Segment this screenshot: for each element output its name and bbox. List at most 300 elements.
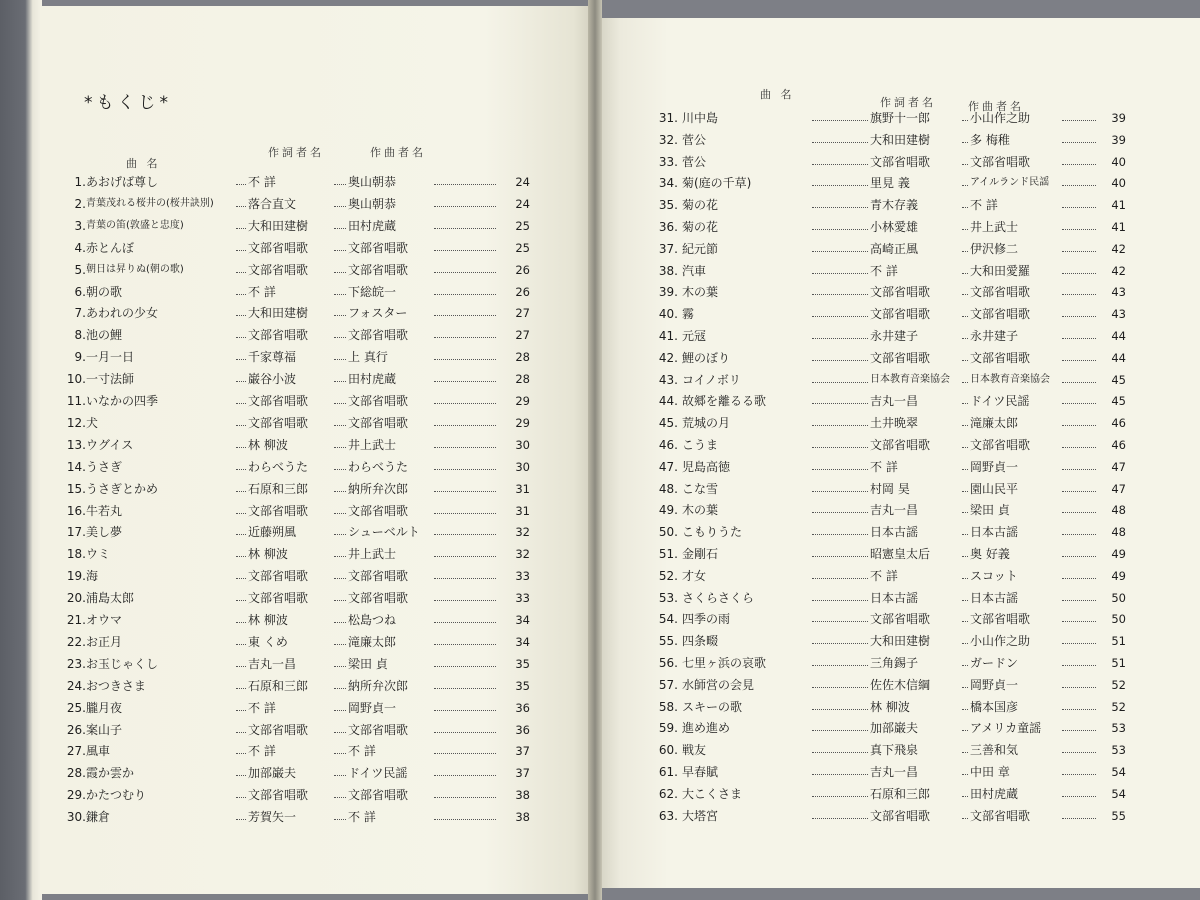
toc-entry-lyricist: 文部省唱歌 (870, 808, 931, 823)
dot-leader (812, 730, 868, 731)
toc-entry-composer: わらべうた (348, 459, 409, 474)
toc-entry-page: 41 (1111, 198, 1126, 213)
toc-entry-lyricist: 不 詳 (870, 459, 898, 474)
toc-entry-lyricist: 文部省唱歌 (870, 350, 931, 365)
toc-entry-lyricist: 落合直文 (248, 196, 297, 211)
toc-entry-number: 42. (658, 350, 678, 365)
dot-leader (334, 819, 346, 820)
toc-entry-lyricist: 永井建子 (870, 329, 919, 343)
toc-entry-number: 26. (66, 722, 86, 737)
toc-entry-title: 風車 (86, 744, 111, 759)
toc-entry-page: 53 (1111, 721, 1126, 736)
dot-leader (962, 621, 968, 622)
dot-leader (1062, 164, 1096, 165)
toc-entry-composer: アメリカ童謡 (970, 721, 1042, 736)
dot-leader (812, 207, 868, 208)
toc-entry-composer: 井上武士 (348, 547, 397, 562)
toc-entry-title: あおげば尊し (86, 175, 159, 189)
toc-entry-page: 49 (1111, 547, 1126, 561)
toc-entry-composer: スコット (970, 568, 1018, 583)
dot-leader (236, 447, 246, 448)
toc-entry-number: 2. (74, 196, 86, 211)
toc-entry (58, 303, 540, 323)
dot-leader (236, 381, 246, 382)
dot-leader (1062, 273, 1096, 274)
toc-entry-number: 63. (658, 808, 678, 823)
dot-leader (812, 512, 868, 513)
dot-leader (236, 469, 246, 470)
toc-entry-composer: ドイツ民謡 (348, 766, 408, 781)
dot-leader (434, 688, 496, 689)
dot-leader (1062, 294, 1096, 295)
toc-entry-composer: ドイツ民謡 (970, 394, 1030, 409)
dot-leader (812, 752, 868, 753)
toc-entry (650, 588, 1134, 608)
toc-entry-composer: 井上武士 (348, 437, 397, 452)
toc-entry-title: 霞か雲か (86, 766, 135, 781)
toc-entry-title: お玉じゃくし (86, 656, 159, 671)
toc-entry (58, 457, 540, 477)
dot-leader (334, 622, 346, 623)
dot-leader (334, 556, 346, 557)
dot-leader (236, 753, 246, 754)
toc-entry-title: 四条畷 (682, 634, 719, 649)
toc-entry (650, 173, 1134, 193)
toc-entry-number: 17. (66, 525, 86, 540)
dot-leader (1062, 512, 1096, 513)
toc-entry-page: 50 (1111, 612, 1126, 627)
toc-entry-lyricist: 吉丸一昌 (870, 503, 919, 518)
toc-entry (58, 566, 540, 586)
toc-entry-number: 44. (658, 394, 678, 409)
toc-entry-number: 49. (658, 503, 678, 518)
toc-entry-composer: 文部省唱歌 (970, 612, 1031, 627)
toc-entry (58, 785, 540, 805)
toc-entry-lyricist: 真下飛泉 (870, 743, 919, 758)
dot-leader (1062, 360, 1096, 361)
dot-leader (962, 403, 968, 404)
toc-entry-lyricist: 不 詳 (870, 263, 898, 278)
toc-entry-number: 27. (66, 744, 86, 759)
toc-entry-lyricist: 不 詳 (248, 700, 276, 715)
dot-leader (812, 273, 868, 274)
toc-entry-title: 大こくさま (682, 786, 743, 801)
toc-entry-composer: 上 真行 (348, 350, 388, 365)
toc-entry-lyricist: 旗野十一郎 (870, 111, 931, 125)
toc-entry-title: さくらさくら (682, 590, 755, 605)
dot-leader (434, 425, 496, 426)
toc-entry-number: 60. (658, 743, 678, 758)
page-stack-edge (0, 0, 42, 900)
dot-leader (1062, 207, 1096, 208)
dot-leader (236, 425, 246, 426)
dot-leader (334, 184, 346, 185)
toc-entry-title: 一月一日 (86, 350, 135, 365)
toc-entry (650, 718, 1134, 738)
dot-leader (1062, 185, 1096, 186)
dot-leader (1062, 251, 1096, 252)
dot-leader (812, 251, 868, 252)
toc-entry-composer: 文部省唱歌 (348, 503, 409, 518)
toc-entry-lyricist: 文部省唱歌 (248, 503, 309, 518)
toc-entry-page: 52 (1111, 677, 1126, 692)
toc-entry-composer: 三善和気 (970, 743, 1019, 758)
toc-entry-composer: 文部省唱歌 (348, 328, 409, 343)
toc-entry-page: 40 (1111, 154, 1126, 169)
toc-entry-composer: 滝廉太郎 (970, 416, 1019, 431)
toc-entry (650, 479, 1134, 499)
toc-entry-composer: 文部省唱歌 (970, 285, 1031, 300)
toc-entry-composer: 奥山朝恭 (348, 196, 397, 211)
toc-entry-title: 青葉茂れる桜井の(桜井訣別) (86, 197, 214, 209)
toc-entry-page: 54 (1111, 765, 1126, 779)
dot-leader (812, 447, 868, 448)
dot-leader (236, 688, 246, 689)
dot-leader (236, 710, 246, 711)
dot-leader (962, 818, 968, 819)
dot-leader (434, 272, 496, 273)
toc-entry-page: 54 (1111, 786, 1126, 801)
toc-entry-title: 犬 (86, 415, 99, 430)
toc-entry (58, 479, 540, 499)
dot-leader (236, 272, 246, 273)
toc-entry-number: 8. (74, 328, 86, 343)
toc-entry-number: 45. (658, 416, 678, 431)
toc-entry-number: 58. (658, 699, 678, 714)
toc-entry (650, 391, 1134, 411)
toc-entry-title: かたつむり (86, 788, 147, 803)
dot-leader (962, 578, 968, 579)
toc-entry-page: 35 (515, 678, 530, 693)
toc-title: *もくじ* (84, 93, 172, 113)
toc-entry-composer: 日本古謡 (970, 525, 1019, 540)
dot-leader (962, 643, 968, 644)
toc-entry-number: 5. (74, 262, 86, 277)
toc-entry-lyricist: 日本教育音楽協会 (870, 373, 950, 385)
toc-entry-title: 朝日は昇りぬ(朝の歌) (86, 263, 184, 275)
toc-entry-number: 16. (66, 503, 86, 518)
dot-leader (962, 360, 968, 361)
dot-leader (962, 752, 968, 753)
toc-entry (58, 522, 540, 542)
dot-leader (236, 732, 246, 733)
dot-leader (334, 425, 346, 426)
dot-leader (236, 666, 246, 667)
toc-entry-number: 31. (658, 111, 678, 125)
toc-entry-title: 牛若丸 (86, 503, 123, 518)
toc-entry-number: 30. (66, 810, 86, 825)
toc-entry (650, 261, 1134, 281)
toc-entry-composer: 下総皖一 (348, 284, 397, 299)
toc-entry-page: 32 (515, 525, 530, 540)
toc-entry-lyricist: 加部巌夫 (248, 766, 297, 781)
toc-entry-lyricist: 文部省唱歌 (248, 240, 309, 255)
toc-entry-title: 大塔宮 (682, 808, 719, 823)
toc-entry-lyricist: 大和田建樹 (248, 306, 309, 321)
toc-entry-title: ウグイス (86, 437, 134, 452)
dot-leader (334, 775, 346, 776)
toc-entry-lyricist: 林 柳波 (248, 547, 288, 562)
toc-entry-page: 42 (1111, 241, 1126, 256)
toc-entry (58, 676, 540, 696)
toc-entry-lyricist: 不 詳 (248, 284, 276, 299)
toc-entry-lyricist: 吉丸一昌 (870, 394, 919, 409)
dot-leader (334, 381, 346, 382)
toc-entry-title: いなかの四季 (86, 394, 159, 408)
toc-entry-title: 菊(庭の千草) (682, 176, 752, 191)
dot-leader (334, 600, 346, 601)
toc-entry-number: 33. (658, 154, 678, 169)
toc-entry (650, 282, 1134, 302)
toc-entry-number: 56. (658, 656, 678, 670)
dot-leader (236, 534, 246, 535)
toc-entry-lyricist: 文部省唱歌 (870, 438, 931, 452)
toc-entry-lyricist: 文部省唱歌 (870, 612, 931, 627)
toc-entry-title: 故郷を離るる歌 (682, 394, 767, 409)
toc-entry-number: 57. (658, 677, 678, 692)
toc-entry (58, 172, 540, 192)
dot-leader (962, 665, 968, 666)
toc-entry-number: 48. (658, 481, 678, 496)
dot-leader (962, 251, 968, 252)
dot-leader (434, 381, 496, 382)
toc-entry-number: 41. (658, 329, 678, 343)
toc-entry-lyricist: 加部巌夫 (870, 721, 919, 736)
dot-leader (334, 250, 346, 251)
dot-leader (962, 338, 968, 339)
toc-entry-composer: 梁田 貞 (348, 656, 388, 671)
dot-leader (1062, 687, 1096, 688)
dot-leader (334, 359, 346, 360)
toc-entry-lyricist: 昭憲皇太后 (870, 547, 931, 561)
dot-leader (1062, 774, 1096, 775)
toc-entry-composer: 井上武士 (970, 220, 1019, 234)
dot-leader (236, 184, 246, 185)
toc-entry (58, 807, 540, 827)
toc-entry-lyricist: 大和田建樹 (870, 634, 931, 649)
toc-entry-page: 41 (1111, 220, 1126, 234)
header-composer-left: 作曲者名 (370, 146, 426, 159)
toc-entry-page: 29 (515, 394, 530, 408)
toc-entry-lyricist: 東 くめ (248, 634, 288, 649)
toc-entry-number: 36. (658, 220, 678, 234)
toc-entry-number: 38. (658, 263, 678, 278)
toc-entry-number: 13. (66, 437, 86, 452)
toc-entry-page: 25 (515, 218, 530, 233)
toc-entry-lyricist: 文部省唱歌 (248, 722, 309, 737)
dot-leader (1062, 730, 1096, 731)
toc-entry-number: 7. (74, 306, 86, 321)
dot-leader (812, 818, 868, 819)
toc-entry-page: 44 (1111, 350, 1126, 365)
toc-entry-number: 52. (658, 568, 678, 583)
dot-leader (962, 709, 968, 710)
dot-leader (334, 578, 346, 579)
toc-entry-composer: 文部省唱歌 (970, 350, 1031, 365)
toc-entry-page: 33 (515, 569, 530, 584)
dot-leader (434, 469, 496, 470)
toc-entry-page: 33 (515, 591, 530, 606)
toc-entry-number: 39. (658, 285, 678, 300)
toc-entry-title: こもりうた (682, 525, 743, 540)
toc-entry-number: 50. (658, 525, 678, 540)
toc-entry-composer: 多 梅稚 (970, 132, 1010, 147)
toc-entry-lyricist: 文部省唱歌 (248, 415, 309, 430)
toc-entry-composer: 梁田 貞 (970, 503, 1010, 518)
toc-entry (650, 195, 1134, 215)
toc-entry-page: 30 (515, 437, 530, 452)
toc-entry-composer: 文部省唱歌 (348, 722, 409, 737)
toc-entry (650, 675, 1134, 695)
dot-leader (334, 228, 346, 229)
toc-entry-title: お正月 (86, 634, 123, 649)
toc-entry-composer: フォスター (348, 306, 408, 321)
toc-entry-title: あわれの少女 (86, 306, 159, 321)
dot-leader (812, 643, 868, 644)
header-song-right: 曲 名 (760, 88, 795, 101)
dot-leader (434, 513, 496, 514)
toc-entry-title: 案山子 (86, 722, 123, 737)
toc-entry (650, 217, 1134, 237)
toc-entry-composer: ガードン (970, 656, 1019, 670)
toc-entry-title: うさぎ (86, 459, 123, 474)
book-gutter (588, 0, 602, 900)
toc-entry-page: 24 (515, 175, 530, 189)
toc-entry-composer: 文部省唱歌 (970, 307, 1031, 322)
toc-entry-title: 霧 (682, 307, 695, 322)
toc-entry-number: 40. (658, 307, 678, 322)
toc-entry-number: 51. (658, 547, 678, 561)
toc-entry (58, 282, 540, 302)
dot-leader (434, 622, 496, 623)
toc-entry-lyricist: 吉丸一昌 (248, 656, 297, 671)
toc-entry-page: 35 (515, 656, 530, 671)
dot-leader (434, 447, 496, 448)
toc-entry (650, 413, 1134, 433)
dot-leader (812, 316, 868, 317)
dot-leader (334, 666, 346, 667)
dot-leader (236, 513, 246, 514)
toc-entry-composer: 不 詳 (348, 810, 376, 825)
toc-entry-composer: 不 詳 (970, 198, 998, 213)
toc-entry-number: 62. (658, 786, 678, 801)
toc-entry (650, 348, 1134, 368)
toc-entry-lyricist: 文部省唱歌 (870, 285, 931, 300)
dot-leader (962, 447, 968, 448)
dot-leader (1062, 403, 1096, 404)
toc-entry-title: 紀元節 (682, 241, 719, 256)
toc-entry-lyricist: 日本古謡 (870, 525, 919, 540)
dot-leader (236, 491, 246, 492)
toc-entry-composer: 小山作之助 (970, 111, 1031, 125)
toc-entry-title: 木の葉 (682, 503, 719, 518)
toc-entry-number: 10. (66, 372, 86, 387)
dot-leader (434, 228, 496, 229)
toc-entry-page: 49 (1111, 568, 1126, 583)
toc-entry-lyricist: わらべうた (248, 459, 309, 474)
toc-entry-title: 児島高徳 (682, 459, 731, 474)
toc-entry-page: 51 (1111, 634, 1126, 649)
dot-leader (812, 556, 868, 557)
toc-entry-lyricist: 林 柳波 (248, 437, 288, 452)
dot-leader (812, 665, 868, 666)
dot-leader (1062, 316, 1096, 317)
toc-entry-page: 28 (515, 372, 530, 387)
dot-leader (962, 774, 968, 775)
toc-entry-page: 38 (515, 810, 530, 825)
toc-entry-page: 28 (515, 350, 530, 365)
toc-entry-number: 59. (658, 721, 678, 736)
toc-entry-page: 37 (515, 744, 530, 759)
toc-entry-lyricist: 文部省唱歌 (248, 262, 309, 277)
toc-entry-composer: 田村虎蔵 (970, 786, 1019, 801)
dot-leader (434, 359, 496, 360)
toc-entry (58, 720, 540, 740)
dot-leader (1062, 796, 1096, 797)
dot-leader (434, 337, 496, 338)
toc-entry (650, 697, 1134, 717)
dot-leader (334, 753, 346, 754)
toc-entry-title: スキーの歌 (682, 699, 743, 714)
toc-entry (650, 806, 1134, 826)
dot-leader (334, 710, 346, 711)
toc-entry-page: 47 (1111, 481, 1126, 496)
toc-entry (650, 152, 1134, 172)
toc-entry-number: 28. (66, 766, 86, 781)
toc-entry-page: 52 (1111, 699, 1126, 714)
header-lyricist-right: 作詞者名 (880, 96, 936, 109)
toc-entry-title: 鯉のぼり (682, 350, 731, 365)
dot-leader (434, 491, 496, 492)
dot-leader (236, 403, 246, 404)
toc-entry-title: 菊の花 (682, 198, 719, 213)
toc-entry-page: 39 (1111, 132, 1126, 147)
dot-leader (434, 534, 496, 535)
toc-entry-composer: 文部省唱歌 (970, 154, 1031, 169)
toc-entry-page: 40 (1111, 176, 1126, 191)
toc-entry-composer: 中田 章 (970, 765, 1010, 779)
toc-entry-title: 海 (86, 569, 99, 584)
toc-entry-composer: 文部省唱歌 (348, 569, 409, 584)
toc-entry-lyricist: 小林愛雄 (870, 220, 919, 234)
dot-leader (812, 709, 868, 710)
dot-leader (236, 819, 246, 820)
toc-entry-page: 34 (515, 613, 530, 627)
dot-leader (1062, 120, 1096, 121)
toc-entry (650, 784, 1134, 804)
toc-entry-number: 24. (66, 678, 86, 693)
toc-entry-page: 50 (1111, 590, 1126, 605)
toc-entry-lyricist: 林 柳波 (248, 613, 288, 627)
dot-leader (434, 250, 496, 251)
dot-leader (334, 447, 346, 448)
dot-leader (812, 469, 868, 470)
toc-entry (650, 457, 1134, 477)
toc-entry (58, 763, 540, 783)
toc-entry-title: 朧月夜 (86, 700, 123, 715)
dot-leader (434, 732, 496, 733)
dot-leader (962, 229, 968, 230)
toc-entry (650, 500, 1134, 520)
dot-leader (334, 403, 346, 404)
dot-leader (812, 578, 868, 579)
toc-entry-composer: 文部省唱歌 (348, 591, 409, 606)
toc-entry-lyricist: 林 柳波 (870, 699, 910, 714)
toc-entry-lyricist: 文部省唱歌 (248, 394, 309, 408)
toc-entry-page: 26 (515, 284, 530, 299)
toc-entry-number: 19. (66, 569, 86, 584)
toc-entry-number: 15. (66, 481, 86, 496)
